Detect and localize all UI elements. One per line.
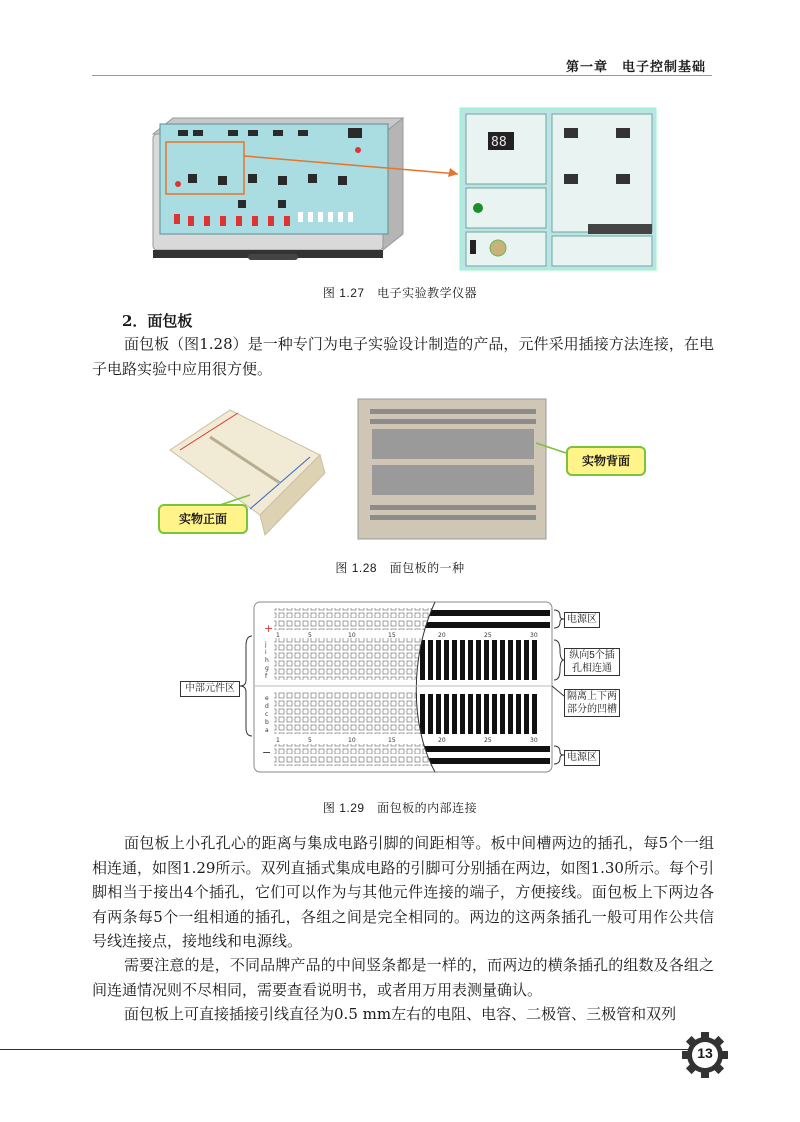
col-number: 30 [530, 632, 538, 639]
paragraph-4: 面包板上可直接插接引线直径为0.5 mm左右的电阻、电容、二极管、三极管和双列 [124, 1005, 677, 1023]
power-top-brace [554, 610, 564, 628]
row-letter: d [265, 703, 269, 710]
back-callout: 实物背面 [566, 446, 646, 476]
figure-1-28-caption: 图 1.28 面包板的一种 [335, 561, 465, 575]
chapter-title: 第一章 电子控制基础 [565, 59, 706, 74]
power-zone-bottom-label: 电源区 [564, 750, 600, 766]
front-callout: 实物正面 [158, 504, 248, 534]
header-divider [92, 75, 712, 76]
col-number: 5 [308, 632, 312, 639]
minus-sign: − [262, 746, 272, 759]
breadboard-back-photo [358, 399, 546, 539]
col-number: 20 [438, 632, 446, 639]
row-letter: c [265, 711, 269, 718]
row-letter: e [265, 695, 269, 702]
middle-component-zone-label: 中部元件区 [180, 681, 240, 697]
col-number: 25 [484, 632, 492, 639]
paragraph-3: 需要注意的是，不同品牌产品的中间竖条都是一样的，而两边的横条插孔的组数及各组之间连通情况则不尽相同，需要查看说明书，或者用万用表测量确认。 [92, 956, 714, 999]
row-letter: b [265, 719, 269, 726]
lab-instrument-case [153, 118, 403, 260]
power-zone-top-label: 电源区 [564, 612, 600, 628]
row-letter: g [265, 665, 269, 672]
section-heading: 2．面包板 [122, 312, 193, 330]
middle-brace [240, 636, 252, 736]
page-number: 13 [697, 1045, 713, 1061]
plus-sign: + [264, 622, 274, 635]
figure-1-27-caption: 图 1.27 电子实验教学仪器 [322, 286, 478, 300]
row-letter: f [265, 673, 268, 680]
zoomed-panel [460, 108, 656, 270]
vertical-connection-label: 纵向5个插孔相连通 [564, 648, 620, 676]
col-number: 1 [276, 632, 280, 639]
col-number: 20 [438, 737, 446, 744]
seven-segment-display: 88 [491, 135, 507, 150]
footer-divider [0, 1049, 690, 1050]
row-letter: h [265, 657, 269, 664]
col-number: 1 [276, 737, 280, 744]
power-bottom-brace [554, 746, 564, 764]
paragraph-2: 面包板上小孔孔心的距离与集成电路引脚的间距相等。板中间槽两边的插孔，每5个一组相连通，如图1.29所示。双列直插式集成电路的引脚可分别插在两边，如图1.30所示。每个引脚相当于接出4个插孔，它们可以作为与其他元件连接的端子，方便接线。面包板上下两边各有两条每5个一组相通的插孔，各组之间是完全相同的。两边的这两条插孔一般可用作公共信号线连接点，接地线和电源线。 [92, 834, 714, 950]
col-number: 5 [308, 737, 312, 744]
col-number: 10 [348, 632, 356, 639]
col-number: 30 [530, 737, 538, 744]
col-number: 15 [388, 632, 396, 639]
col-number: 10 [348, 737, 356, 744]
col-number: 15 [388, 737, 396, 744]
row-letter: j [265, 641, 267, 648]
figure-1-27 [148, 104, 658, 274]
row-letter: i [265, 649, 267, 656]
paragraph-1: 面包板（图1.28）是一种专门为电子实验设计制造的产品，元件采用插接方法连接，在电子电路实验中应用很方便。 [92, 335, 714, 378]
groove-label: 隔离上下两部分的凹槽 [564, 689, 620, 717]
figure-1-29-caption: 图 1.29 面包板的内部连接 [322, 801, 478, 815]
row-letter: a [265, 727, 269, 734]
col-number: 25 [484, 737, 492, 744]
vertical-brace [554, 640, 564, 680]
